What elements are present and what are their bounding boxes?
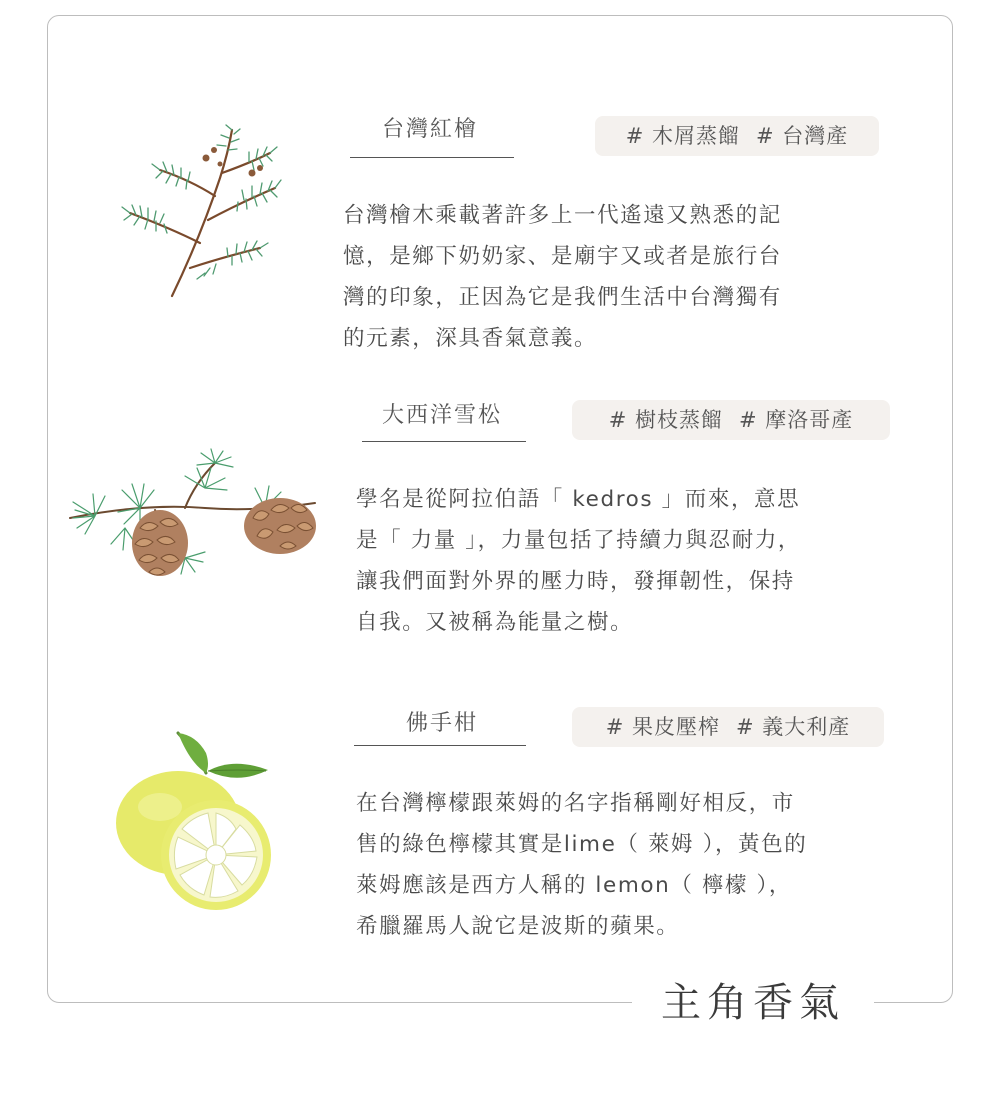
section-title: 台灣紅檜 [381,117,478,142]
description-line: 希臘羅馬人說它是波斯的蘋果。 [356,914,680,939]
tag-pill [595,116,879,156]
tag-pill [572,707,884,747]
cypress-branch-icon [110,118,290,303]
title-underline [350,157,514,158]
description-line: 自我。又被稱為能量之樹。 [356,610,634,635]
tag-process: # 樹枝蒸餾 [608,408,723,432]
title-underline [354,745,526,746]
description-line: 灣的印象，正因為它是我們生活中台灣獨有 [343,285,782,310]
description-line: 售的綠色檸檬其實是lime（ 萊姆 ），黃色的 [356,832,808,857]
description-line: 憶，是鄉下奶奶家、是廟宇又或者是旅行台 [343,244,782,269]
pinecone-left [132,510,188,576]
section-title: 大西洋雪松 [381,403,502,428]
section-description [356,479,896,643]
tag-origin: # 台灣產 [756,124,849,148]
tag-process: # 木屑蒸餾 [625,124,740,148]
bergamot-fruit-icon [108,725,283,915]
section-description [343,195,883,359]
tag-origin: # 義大利產 [736,715,851,739]
description-line: 學名是從阿拉伯語「 kedros 」而來，意思 [356,487,801,512]
description-line: 萊姆應該是西方人稱的 lemon（ 檸檬 ）， [356,873,792,898]
tag-origin: # 摩洛哥產 [739,408,854,432]
pinecone-right [244,498,316,554]
description-line: 的元素，深具香氣意義。 [343,326,598,351]
section-description [356,783,896,947]
tag-process: # 果皮壓榨 [605,715,720,739]
footer-title: 主角香氣 [632,975,874,1031]
title-underline [362,441,526,442]
cedar-pinecone-icon [65,448,325,583]
description-line: 是「 力量 」，力量包括了持續力與忍耐力， [356,528,802,553]
description-line: 在台灣檸檬跟萊姆的名字指稱剛好相反，市 [356,791,795,816]
description-line: 讓我們面對外界的壓力時，發揮韌性，保持 [356,569,795,594]
tag-pill [572,400,890,440]
section-title: 佛手柑 [405,711,478,736]
description-line: 台灣檜木乘載著許多上一代遙遠又熟悉的記 [343,203,782,228]
